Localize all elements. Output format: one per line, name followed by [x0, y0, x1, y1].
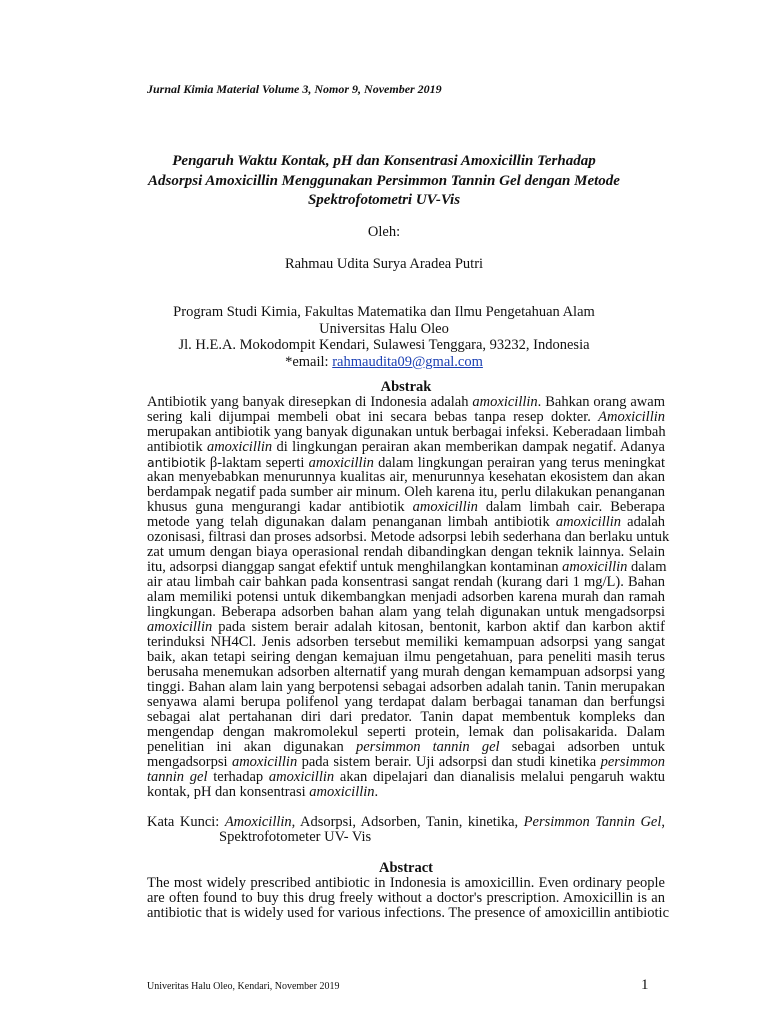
text-segment: antibiotic that is widely used for various infections. The presence of amoxicillin antibiotic	[147, 905, 669, 921]
text-line	[147, 560, 665, 575]
keywords-section	[147, 815, 665, 845]
text-segment: khusus guna mengurangi kadar antibiotik	[147, 499, 413, 515]
text-line	[147, 605, 665, 620]
text-segment: tinggi. Bahan alam lain yang berpotensi sebagai adsorben adalah tanin. Tanin merupakan	[147, 679, 665, 695]
text-line	[147, 815, 665, 830]
text-line	[147, 545, 665, 560]
text-segment: β-laktam seperti	[205, 455, 309, 471]
text-line	[147, 695, 665, 710]
text-segment: persimmon tannin gel	[356, 739, 500, 755]
text-segment: sebagai adsorben untuk	[499, 739, 665, 755]
text-segment: The most widely prescribed antibiotic in Indonesia is amoxicillin. Even ordinary people	[147, 875, 665, 891]
text-segment: pada sistem berair adalah kitosan, bentonit, karbon aktif dan karbon aktif	[212, 619, 665, 635]
text-segment: alam memiliki potensi untuk dikembangkan menjadi adsorben karena murah dan ramah	[147, 589, 665, 605]
text-segment: terhadap	[207, 769, 269, 785]
text-segment: amoxicillin	[562, 559, 628, 575]
text-segment: amoxicillin	[472, 394, 538, 410]
text-line	[147, 905, 669, 921]
text-segment: baik, akan tetapi seiring dengan kemajuan ilmu pengetahuan, para peneliti masih terus	[147, 649, 665, 665]
text-line	[147, 620, 665, 635]
affiliation	[100, 304, 668, 370]
text-segment: lingkungan. Beberapa adsorben bahan alam yang telah digunakan untuk mengadsorpsi	[147, 604, 665, 620]
text-line	[147, 515, 665, 530]
text-segment: Antibiotik yang banyak diresepkan di Indonesia adalah	[147, 394, 473, 410]
text-segment: , Adsorpsi, Adsorben, Tanin, kinetika,	[291, 814, 524, 830]
text-segment: kontak, pH dan konsentrasi	[147, 784, 310, 800]
text-segment: ozonisasi, filtrasi dan proses adsorbsi. Metode adsorpsi lebih sederhana dan berlaku untuk	[147, 529, 670, 545]
text-line	[147, 440, 665, 455]
text-line	[147, 876, 665, 891]
text-segment: itu, adsorpsi dianggap sangat efektif untuk menghilangkan kontaminan	[147, 559, 563, 575]
affiliation-university: Universitas Halu Oleo	[319, 320, 449, 337]
text-line	[147, 755, 665, 770]
text-segment: tannin gel	[147, 769, 208, 785]
text-line	[147, 395, 665, 410]
text-segment: amoxicillin	[268, 769, 335, 785]
abstrak-section	[147, 379, 670, 800]
text-line	[147, 891, 665, 906]
text-segment: adalah	[621, 514, 666, 530]
text-line	[147, 770, 665, 785]
text-segment: akan menyebabkan menurunnya kualitas air, menurunnya kesehatan ekosistem dan akan	[147, 469, 665, 485]
text-segment: dalam limbah cair. Beberapa	[477, 499, 665, 515]
text-segment: .	[374, 784, 379, 800]
text-segment: . Bahkan orang awam	[537, 394, 665, 410]
email-line	[100, 354, 668, 371]
text-line	[147, 529, 670, 545]
text-line	[147, 650, 665, 665]
text-segment: sering kali dijumpai membeli obat ini secara bebas tanpa resep dokter.	[147, 409, 599, 425]
affiliation-address: Jl. H.E.A. Mokodompit Kendari, Sulawesi Tenggara, 93232, Indonesia	[178, 337, 590, 353]
text-segment: amoxicillin	[308, 455, 374, 471]
abstract-en-body	[147, 875, 669, 921]
paper-title	[100, 152, 668, 211]
text-line	[147, 830, 665, 845]
abstract-heading: Abstract	[379, 860, 433, 876]
text-line	[147, 410, 665, 425]
text-segment: sebagai alat pertahanan diri dari predator. Tanin dapat membentuk kompleks dan	[147, 709, 665, 725]
text-segment: berdampak negatif pada sumber air minum. Oleh karena itu, perlu dilakukan penanganan	[147, 484, 665, 500]
text-line	[147, 665, 665, 680]
text-segment: Spektrofotometer UV- Vis	[219, 829, 372, 845]
text-segment: metode yang telah digunakan dalam penanganan limbah antibiotik	[147, 514, 556, 530]
text-line	[147, 635, 665, 650]
title-line: Spektrofotometri UV-Vis	[307, 192, 461, 208]
text-line	[147, 455, 665, 470]
email-label: *email:	[285, 353, 333, 370]
text-segment: persimmon	[600, 754, 666, 770]
text-line	[147, 785, 665, 800]
keywords-body	[147, 815, 665, 845]
text-segment: Persimmon Tannin Gel	[523, 814, 662, 830]
text-segment: senyawa alami berupa polifenol yang terdapat dalam berbagai tanaman dan berfungsi	[147, 694, 665, 710]
page-number: 1	[641, 977, 649, 993]
author-name: Rahmau Udita Surya Aradea Putri	[284, 256, 484, 272]
journal-header: Jurnal Kimia Material Volume 3, Nomor 9, November 2019	[147, 82, 442, 96]
text-segment: mengendap dengan makromolekul seperti protein, lemak dan polisakarida. Dalam	[147, 724, 665, 740]
text-segment: air atau limbah cair bahkan pada konsentrasi sangat rendah (kurang dari 1 mg/L). Bahan	[147, 574, 665, 590]
text-segment: amoxicillin	[412, 499, 478, 515]
text-line	[147, 485, 665, 500]
affiliation-program: Program Studi Kimia, Fakultas Matematika dan Ilmu Pengetahuan Alam	[173, 304, 595, 320]
text-segment: terinduksi NH4Cl. Jenis adsorben tersebut memiliki kemampuan adsorpsi yang sangat	[147, 634, 665, 650]
abstract-en-section	[147, 860, 669, 921]
text-segment: Kata Kunci:	[147, 814, 225, 830]
text-segment: Amoxicillin	[598, 409, 665, 425]
text-segment: amoxicillin	[147, 619, 213, 635]
text-segment: pada sistem berair. Uji adsorpsi dan studi kinetika	[297, 754, 601, 770]
text-segment: dalam	[627, 559, 667, 575]
text-line	[147, 710, 665, 725]
text-segment: Amoxicillin	[224, 814, 292, 830]
text-segment: mengadsorpsi	[147, 754, 232, 770]
text-line	[147, 725, 665, 740]
text-segment: are often found to buy this drug freely without a doctor's prescription. Amoxicillin is an	[147, 890, 665, 906]
text-segment: ,	[661, 814, 666, 830]
text-segment: berusaha menemukan adsorben alternatif yang murah dengan kemampuan adsorpsi yang	[147, 664, 665, 680]
text-segment: amoxicillin	[231, 754, 298, 770]
text-line	[147, 470, 665, 485]
email-link[interactable]: rahmaudita09@gmal.com	[332, 353, 483, 370]
text-line	[147, 590, 665, 605]
text-segment: penelitian ini akan digunakan	[147, 739, 356, 755]
text-segment: dalam lingkungan perairan yang terus meningkat	[373, 455, 665, 471]
footer-text: Univeritas Halu Oleo, Kendari, November 2019	[147, 981, 340, 992]
title-line: Adsorpsi Amoxicillin Menggunakan Persimmon Tannin Gel dengan Metode	[148, 172, 620, 189]
text-segment: antibiotik	[147, 439, 207, 455]
text-line	[147, 575, 665, 590]
text-line	[147, 740, 665, 755]
abstrak-heading: Abstrak	[380, 379, 432, 395]
text-segment: zat umum dengan biaya operasional rendah dibandingkan dengan teknik lainnya. Selain	[147, 544, 665, 560]
text-segment: di lingkungan perairan akan memberikan dampak negatif. Adanya	[272, 439, 665, 455]
text-segment: amoxicillin	[206, 439, 273, 455]
abstrak-body	[147, 394, 670, 800]
text-segment: amoxicillin	[555, 514, 622, 530]
text-segment: antibiotik	[147, 455, 206, 470]
text-segment: merupakan antibiotik yang banyak digunakan untuk berbagai infeksi. Keberadaan limbah	[147, 424, 666, 440]
title-line: Pengaruh Waktu Kontak, pH dan Konsentrasi Amoxicillin Terhadap	[172, 153, 596, 169]
text-line	[147, 500, 665, 515]
text-line	[147, 680, 665, 695]
by-label: Oleh:	[367, 224, 401, 240]
text-segment: amoxicillin	[309, 784, 375, 800]
text-line	[147, 425, 665, 440]
text-segment: akan dipelajari dan dianalisis melalui pengaruh waktu	[334, 769, 665, 785]
